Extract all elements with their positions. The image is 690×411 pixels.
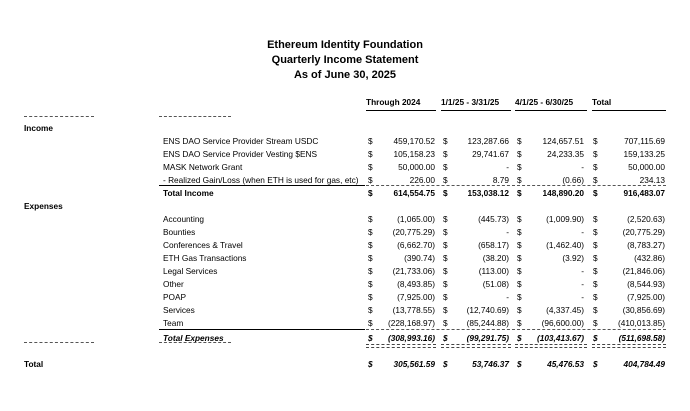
expense-row-label: Accounting [163,214,205,224]
currency-symbol: $ [517,292,522,302]
currency-symbol: $ [443,175,448,185]
currency-symbol: $ [443,253,448,263]
currency-symbol: $ [443,240,448,250]
section-income: Income [24,123,54,133]
column-header-through-2024: Through 2024 [366,97,421,107]
currency-symbol: $ [443,359,448,369]
income-row-value: 459,170.52 [393,136,435,146]
expense-row-value: (113.00) [478,266,509,276]
currency-symbol: $ [593,149,598,159]
currency-symbol: $ [443,318,448,328]
total-expenses-row-value: (103,413.67) [536,333,584,343]
expense-row-label: Other [163,279,184,289]
income-row-value: 707,115.69 [624,136,665,146]
income-row-label: ENS DAO Service Provider Vesting $ENS [163,149,318,159]
expense-row-value: (1,065.00) [397,214,435,224]
income-row-value: 124,657.51 [542,136,584,146]
currency-symbol: $ [443,214,448,224]
currency-symbol: $ [517,188,522,198]
expense-row-value: - [506,292,509,302]
currency-symbol: $ [593,136,598,146]
currency-symbol: $ [593,266,598,276]
total-income-row-label: Total Income [163,188,214,198]
expense-row-value: (1,009.90) [546,214,584,224]
currency-symbol: $ [443,227,448,237]
report-org-title: Ethereum Identity Foundation [267,39,423,51]
currency-symbol: $ [517,240,522,250]
expense-row-value: (13,778.55) [392,305,435,315]
income-row-value: 226.00 [409,175,435,185]
header-separator [24,116,94,117]
expense-row-value: (410,013.85) [617,318,665,328]
expense-row-value: (20,775.29) [392,227,435,237]
currency-symbol: $ [443,162,448,172]
expense-row-value: (8,544.93) [627,279,665,289]
expense-row-value: - [581,266,584,276]
total-income-row-value: 148,890.20 [542,188,584,198]
currency-symbol: $ [368,318,373,328]
grand-total-row-value: 305,561.59 [393,359,435,369]
currency-symbol: $ [368,266,373,276]
expense-row-value: - [581,292,584,302]
expense-row-label: ETH Gas Transactions [163,253,247,263]
currency-symbol: $ [517,359,522,369]
expense-row-value: - [506,227,509,237]
income-row-label: MASK Network Grant [163,162,243,172]
currency-symbol: $ [443,333,448,343]
expense-row-value: (2,520.63) [627,214,665,224]
currency-symbol: $ [517,305,522,315]
currency-symbol: $ [517,227,522,237]
header-underline [592,110,666,111]
currency-symbol: $ [517,318,522,328]
currency-symbol: $ [517,136,522,146]
grand-total-row-value: 404,784.49 [623,359,665,369]
income-row-value: (0.66) [562,175,584,185]
currency-symbol: $ [593,214,598,224]
currency-symbol: $ [593,175,598,185]
income-row-value: 8.79 [492,175,509,185]
expense-row-value: (21,733.06) [392,266,435,276]
expense-row-label: Team [163,318,184,328]
currency-symbol: $ [593,305,598,315]
expense-row-value: (7,925.00) [397,292,435,302]
currency-symbol: $ [593,318,598,328]
expense-row-label: Conferences & Travel [163,240,243,250]
grand-total-row-value: 53,746.37 [472,359,509,369]
grand-total-line [592,344,666,348]
expense-row-value: (85,244.88) [466,318,509,328]
currency-symbol: $ [368,214,373,224]
currency-symbol: $ [443,292,448,302]
expense-row-label: Legal Services [163,266,218,276]
income-row-value: - [581,162,584,172]
total-expenses-row-value: (99,291.75) [466,333,509,343]
income-row-value: 50,000.00 [628,162,665,172]
income-row-value: 24,233.35 [547,149,584,159]
income-row-value: 50,000.00 [398,162,435,172]
currency-symbol: $ [593,279,598,289]
expense-row-value: - [581,227,584,237]
grand-total-line [515,344,587,348]
grand-total-line [441,344,511,348]
expense-row-value: (658.17) [478,240,509,250]
income-row-value: 123,287.66 [467,136,509,146]
grand-total-row-label: Total [24,359,44,369]
income-row-value: 105,158.23 [393,149,435,159]
currency-symbol: $ [593,333,598,343]
total-expenses-row-value: (308,993.16) [387,333,435,343]
expenses-total-line [159,329,365,330]
total-income-row-value: 614,554.75 [393,188,435,198]
column-header-total: Total [592,97,612,107]
currency-symbol: $ [593,188,598,198]
header-separator [159,116,231,117]
total-expenses-row-value: (511,698.58) [618,333,665,343]
expense-row-value: (96,600.00) [541,318,584,328]
expenses-separator [24,342,94,343]
currency-symbol: $ [368,305,373,315]
currency-symbol: $ [368,227,373,237]
currency-symbol: $ [517,266,522,276]
currency-symbol: $ [517,333,522,343]
expense-row-value: (432.86) [634,253,665,263]
total-expenses-row-label: Total Expenses [163,333,224,343]
income-total-line [366,185,666,186]
income-total-line [159,185,365,186]
expense-row-value: (30,856.69) [622,305,665,315]
report-as-of-date: As of June 30, 2025 [293,69,397,81]
expense-row-value: (445.73) [478,214,509,224]
column-header-q2-2025: 4/1/25 - 6/30/25 [515,97,574,107]
report-title: Quarterly Income Statement [271,54,419,66]
currency-symbol: $ [368,149,373,159]
currency-symbol: $ [443,279,448,289]
currency-symbol: $ [443,136,448,146]
total-income-row-value: 916,483.07 [623,188,665,198]
currency-symbol: $ [368,359,373,369]
section-expenses: Expenses [24,201,63,211]
income-row-value: 234.13 [639,175,665,185]
currency-symbol: $ [517,175,522,185]
grand-total-row-value: 45,476.53 [547,359,584,369]
expense-row-value: (12,740.69) [466,305,509,315]
currency-symbol: $ [368,253,373,263]
column-header-q1-2025: 1/1/25 - 3/31/25 [441,97,500,107]
expense-row-value: (21,846.06) [622,266,665,276]
expense-row-value: (8,493.85) [397,279,435,289]
expenses-separator [159,342,231,343]
income-row-label: - Realized Gain/Loss (when ETH is used for gas, etc) [163,175,359,185]
header-underline [515,110,587,111]
expense-row-value: - [581,279,584,289]
income-row-label: ENS DAO Service Provider Stream USDC [163,136,319,146]
expense-row-value: (3.92) [562,253,584,263]
currency-symbol: $ [593,240,598,250]
grand-total-line [366,344,436,348]
currency-symbol: $ [443,266,448,276]
expense-row-label: Bounties [163,227,196,237]
currency-symbol: $ [517,214,522,224]
expenses-total-line [366,329,666,330]
expense-row-value: (38.20) [482,253,509,263]
currency-symbol: $ [443,149,448,159]
header-underline [441,110,511,111]
currency-symbol: $ [368,162,373,172]
currency-symbol: $ [517,279,522,289]
currency-symbol: $ [593,227,598,237]
currency-symbol: $ [593,253,598,263]
income-row-value: 29,741.67 [472,149,509,159]
currency-symbol: $ [443,188,448,198]
currency-symbol: $ [593,359,598,369]
expense-row-label: POAP [163,292,187,302]
total-income-row-value: 153,038.12 [467,188,509,198]
currency-symbol: $ [368,240,373,250]
currency-symbol: $ [368,333,373,343]
expense-row-value: (1,462.40) [546,240,584,250]
expense-row-value: (20,775.29) [622,227,665,237]
currency-symbol: $ [368,279,373,289]
expense-row-value: (390.74) [404,253,435,263]
currency-symbol: $ [517,149,522,159]
currency-symbol: $ [443,305,448,315]
currency-symbol: $ [517,253,522,263]
currency-symbol: $ [368,136,373,146]
income-row-value: - [506,162,509,172]
expense-row-value: (228,168.97) [387,318,435,328]
expense-row-value: (51.08) [482,279,509,289]
currency-symbol: $ [368,292,373,302]
currency-symbol: $ [593,292,598,302]
currency-symbol: $ [593,162,598,172]
expense-row-value: (4,337.45) [546,305,584,315]
expense-row-value: (6,662.70) [397,240,435,250]
expense-row-value: (7,925.00) [627,292,665,302]
expense-row-label: Services [163,305,195,315]
header-underline [366,110,436,111]
currency-symbol: $ [517,162,522,172]
currency-symbol: $ [368,175,373,185]
currency-symbol: $ [368,188,373,198]
expense-row-value: (8,783.27) [627,240,665,250]
income-row-value: 159,133.25 [623,149,665,159]
